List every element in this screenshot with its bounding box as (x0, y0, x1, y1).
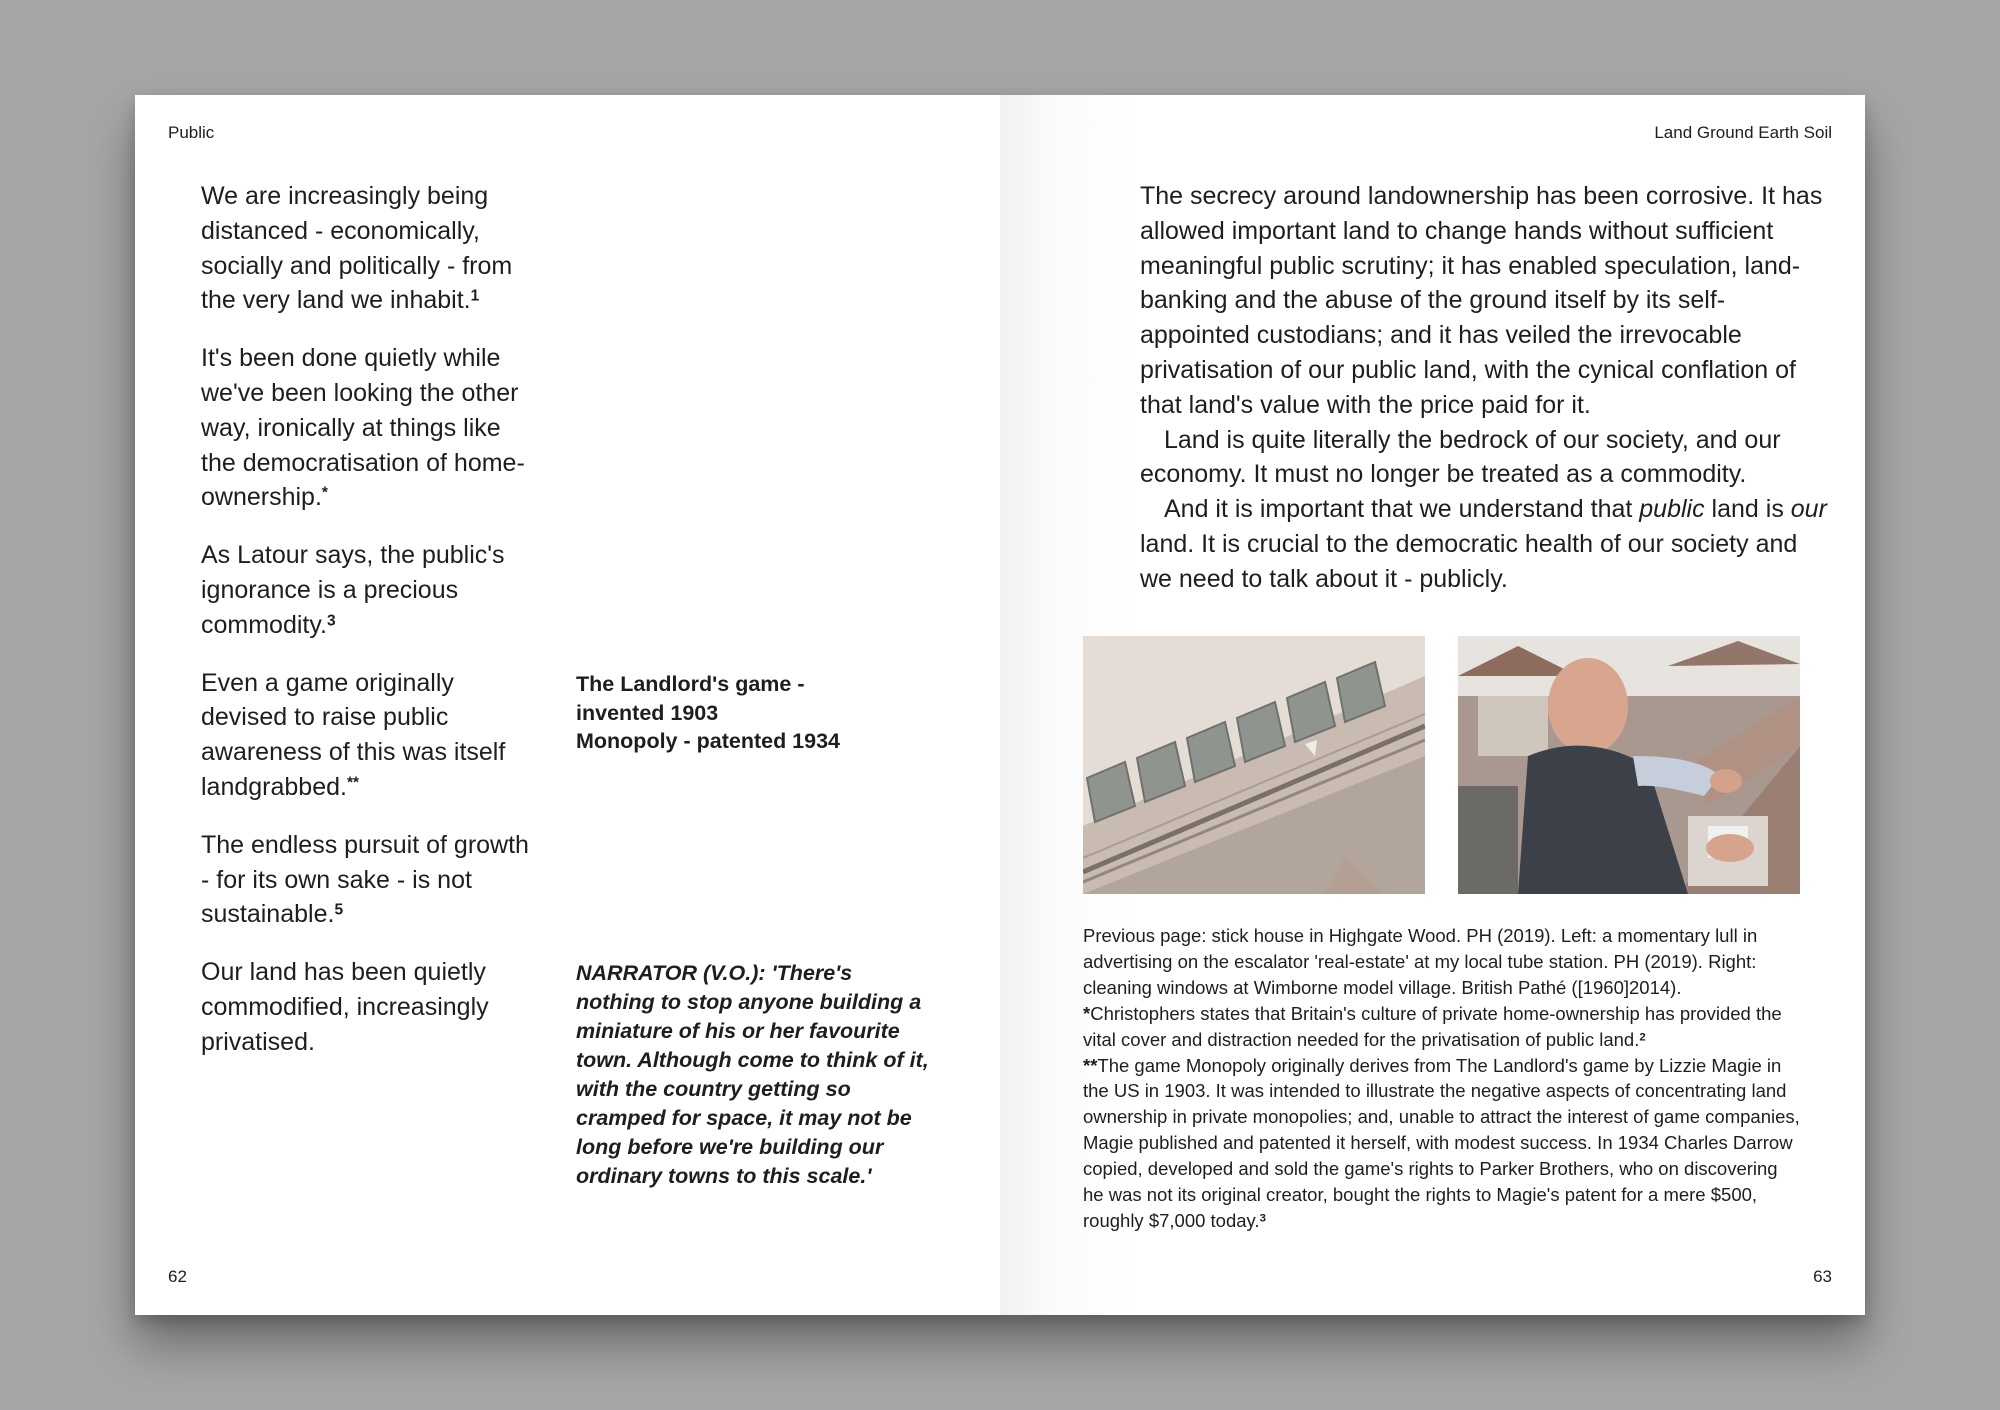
lead-paragraph: We are increasingly being distanced - economically, socially and politically - from the very land we inhabit.$^1$ (201, 182, 513, 315)
model-village-photo (1458, 636, 1800, 894)
photo-caption: Previous page: stick house in Highgate Wood. PH (2019). Left: a momentary lull in advertising on the escalator 'real-estate' at my local tube station. PH (2019). Right: cleaning windows at Wimborne model village. British Pathé ([1960]2014). *Christophers states that Britain's culture of private home-ownership has provided the vital cover and distraction needed for the privatisation of public land.$^2$ **The game Monopoly originally derives from The Landlord's game by Lizzie Magie in the US in 1903. It was intended to illustrate the negative aspects of concentrating land ownership in private monopolies; and, unable to attract the interest of game companies, Magie published and patented it herself, with modest success. In 1934 Charles Darrow copied, developed and sold the game's rights to Parker Brothers, who on discovering he was not its original creator, bought the rights to Magie's patent for a mere $500, roughly $7,000 today.$^3$ (1083, 923, 1803, 1234)
book-spread (135, 95, 1865, 1315)
body-paragraph: The secrecy around landownership has been corrosive. It has allowed important land to change hands without sufficient meaningful public scrutiny; it has enabled speculation, land-banking and the abuse of the ground itself by its self-appointed custodians; and it has veiled the irrevocable privatisation of our public land, with the cynical conflation of that land's value with the price paid for it. (1140, 182, 1823, 419)
lead-text-column (201, 179, 536, 1083)
running-header-left: Public (168, 123, 215, 142)
right-page (1000, 95, 1865, 1315)
body-paragraph: Land is quite literally the bedrock of our society, and our economy. It must no longer be treated as a commodity. (1140, 425, 1781, 489)
page-number-left: 62 (168, 1267, 187, 1286)
lead-paragraph: It's been done quietly while we've been looking the other way, ironically at things like the democratisation of home-ownership.* (201, 344, 525, 512)
running-header-right: Land Ground Earth Soil (1654, 123, 1832, 142)
lead-paragraph: Our land has been quietly commodified, increasingly privatised. (201, 958, 489, 1056)
body-paragraph: And it is important that we understand that public land is our land. It is crucial to the democratic health of our society and we need to talk about it - publicly. (1140, 495, 1827, 593)
footnote: *Christophers states that Britain's culture of private home-ownership has provided the vital cover and distraction needed for the privatisation of public land.$^2$ (1083, 1002, 1782, 1050)
lead-paragraph: As Latour says, the public's ignorance is a precious commodity.$^3$ (201, 541, 505, 639)
footnote-marker[interactable]: ** (346, 774, 360, 792)
left-page (135, 95, 1000, 1315)
footnote-marker[interactable]: * (321, 484, 328, 502)
footnote: **The game Monopoly originally derives from The Landlord's game by Lizzie Magie in the US in 1903. It was intended to illustrate the negative aspects of concentrating land ownership in private monopolies; and, unable to attract the interest of game companies, Magie published and patented it herself, with modest success. In 1934 Charles Darrow copied, developed and sold the game's rights to Parker Brothers, who on discovering he was not its original creator, bought the rights to Magie's patent for a mere $500, roughly $7,000 today.$^3$ (1083, 1054, 1800, 1231)
lead-paragraph: Even a game originally devised to raise public awareness of this was itself landgrabbed.** (201, 668, 506, 801)
footnote-marker[interactable]: 3 (326, 612, 336, 630)
escalator-photo (1083, 636, 1425, 894)
side-note-monopoly: The Landlord's game - invented 1903 Monopoly - patented 1934 (576, 672, 841, 753)
lead-paragraph: The endless pursuit of growth - for its own sake - is not sustainable.$^5$ (201, 830, 529, 929)
footnote-marker[interactable]: 1 (470, 287, 480, 305)
body-text (1140, 179, 1830, 597)
page-number-right: 63 (1813, 1267, 1832, 1286)
footnote-marker[interactable]: 5 (334, 901, 344, 919)
narrator-quote: NARRATOR (V.O.): 'There's nothing to stop anyone building a miniature of his or her favourite town. Although come to think of it, with the country getting so cramped for space, it may not be long before we're building our ordinary towns to this scale.' (576, 961, 929, 1188)
